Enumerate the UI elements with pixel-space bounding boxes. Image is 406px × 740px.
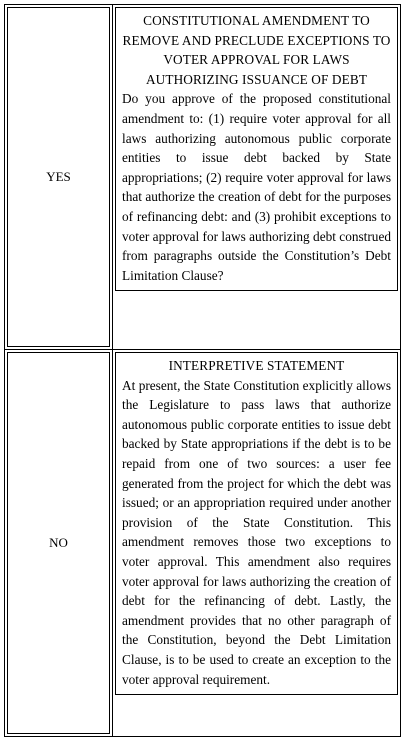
question-text: Do you approve of the proposed constitutional amendment to: (1) require voter approval for all laws authorizing autonomous public corporate entities to issue debt backed by State appropriations; (2) require voter approval for laws that authorize the creation of debt for the purposes of refinancing debt: and (3) prohibit exceptions to voter approval for laws authorizing debt construed from paragraphs outside the Constitution’s Debt Limitation Clause?: [122, 91, 391, 283]
statement-box: [115, 352, 398, 695]
statement-text: At present, the State Constitution explicitly allows the Legislature to pass laws that authorize autonomous public corporate entities to issue debt backed by State appropriations if the debt is to be repaid from one of two sources: a user fee generated from the project for which the debt was issued; or an appropriation required under another provision of the State Constitution. This amendment removes those two exceptions to voter approval. This amendment also requires voter approval for laws authorizing the creation of debt for the refinancing of debt. Lastly, the amendment provides that no other paragraph of the Constitution, beyond the Debt Limitation Clause, is to be used to create an exception to the voter approval requirement.: [122, 377, 391, 687]
question-box: [115, 7, 398, 291]
yes-choice-box: [7, 7, 110, 347]
statement-title: INTERPRETIVE STATEMENT: [168, 358, 345, 373]
yes-row: [5, 5, 401, 350]
question-title: CONSTITUTIONAL AMENDMENT TO REMOVE AND PRECLUDE EXCEPTIONS TO VOTER APPROVAL FOR LAWS AUTHORIZING ISSUANCE OF DEBT: [122, 13, 391, 87]
no-label: NO: [49, 535, 68, 550]
question-cell: [113, 5, 401, 350]
yes-choice-cell: [5, 5, 113, 350]
no-choice-cell: [5, 350, 113, 737]
statement-cell: [113, 350, 401, 737]
no-choice-box: [7, 352, 110, 734]
yes-label: YES: [46, 169, 71, 184]
ballot-question-table: [4, 4, 401, 737]
no-row: [5, 350, 401, 737]
